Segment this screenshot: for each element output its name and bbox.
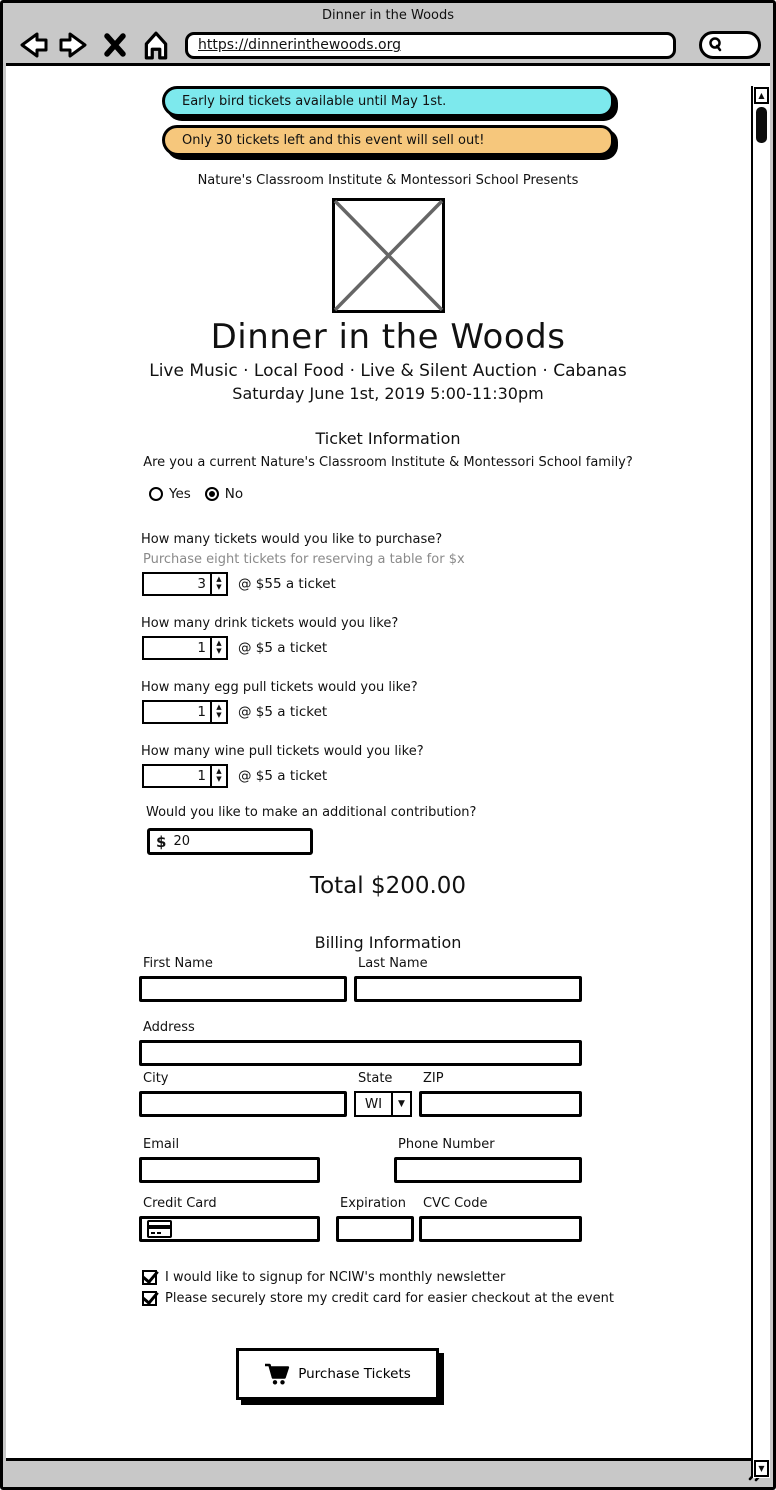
radio-no[interactable]: [205, 486, 243, 502]
family-question: Are you a current Nature's Classroom Institute & Montessori School family?: [143, 455, 633, 470]
early-bird-banner-text: Early bird tickets available until May 1st.: [182, 94, 447, 109]
stepper-down-icon[interactable]: ▼: [216, 711, 222, 719]
drink-stepper-value: 1: [197, 640, 206, 656]
expiration-label: Expiration: [340, 1196, 406, 1211]
egg-question: How many egg pull tickets would you like?: [141, 680, 418, 695]
state-value: WI: [364, 1096, 383, 1112]
address-input[interactable]: [139, 1040, 582, 1066]
early-bird-banner: [162, 86, 614, 117]
radio-no-label: No: [224, 486, 244, 502]
cvc-label: CVC Code: [423, 1196, 488, 1211]
cart-icon: [264, 1363, 290, 1386]
phone-input[interactable]: [394, 1157, 582, 1183]
event-datetime: Saturday June 1st, 2019 5:00-11:30pm: [232, 384, 544, 403]
first-name-input[interactable]: [139, 976, 347, 1002]
purchase-tickets-button[interactable]: [236, 1348, 439, 1400]
tickets-stepper-arrows[interactable]: [210, 574, 226, 594]
tickets-question: How many tickets would you like to purchase?: [141, 532, 443, 547]
tickets-stepper-row: [142, 572, 770, 596]
stepper-down-icon[interactable]: ▼: [216, 583, 222, 591]
email-label: Email: [143, 1137, 180, 1152]
zip-label: ZIP: [423, 1071, 444, 1086]
egg-stepper-value: 1: [197, 704, 206, 720]
event-image-placeholder: [332, 198, 445, 313]
event-subtitle: Live Music · Local Food · Live & Silent Auction · Cabanas: [149, 361, 627, 381]
store-card-checkbox[interactable]: [142, 1291, 157, 1306]
wine-stepper-value: 1: [197, 768, 206, 784]
phone-label: Phone Number: [398, 1137, 495, 1152]
newsletter-checkbox-label: I would like to signup for NCIW's monthly newsletter: [165, 1270, 506, 1285]
ticket-info-heading: Ticket Information: [315, 429, 461, 448]
contribution-input[interactable]: [147, 828, 313, 855]
presenter-line: Nature's Classroom Institute & Montessori School Presents: [197, 173, 579, 188]
newsletter-checkbox[interactable]: [142, 1270, 157, 1285]
page-content: [6, 63, 770, 1473]
tickets-price: @ $55 a ticket: [238, 576, 336, 592]
wine-stepper[interactable]: [142, 764, 228, 788]
url-text: https://dinnerinthewoods.org: [198, 37, 401, 53]
dropdown-arrow-icon[interactable]: ▼: [391, 1093, 410, 1115]
wine-stepper-arrows[interactable]: [210, 766, 226, 786]
newsletter-checkbox-row: [142, 1270, 770, 1285]
drink-stepper-arrows[interactable]: [210, 638, 226, 658]
drink-stepper-row: [142, 636, 770, 660]
radio-yes[interactable]: [149, 486, 191, 502]
image-placeholder-x-icon: [335, 201, 442, 310]
drink-stepper[interactable]: [142, 636, 228, 660]
forward-icon[interactable]: [58, 30, 90, 60]
city-input[interactable]: [139, 1091, 347, 1117]
credit-card-input[interactable]: [139, 1216, 320, 1242]
billing-heading: Billing Information: [314, 933, 462, 952]
stepper-down-icon[interactable]: ▼: [216, 647, 222, 655]
city-label: City: [143, 1071, 169, 1086]
currency-symbol: $: [156, 832, 167, 851]
radio-yes-label: Yes: [169, 486, 191, 502]
stop-icon[interactable]: [99, 30, 131, 60]
egg-stepper-row: [142, 700, 770, 724]
expiration-input[interactable]: [336, 1216, 414, 1242]
egg-price: @ $5 a ticket: [238, 704, 328, 720]
scrollbar-thumb[interactable]: [756, 107, 767, 143]
wine-price: @ $5 a ticket: [238, 768, 328, 784]
zip-input[interactable]: [419, 1091, 582, 1117]
family-radio-group: [149, 486, 770, 502]
billing-form: [139, 956, 582, 1242]
tickets-hint: Purchase eight tickets for reserving a table for $x: [143, 552, 465, 567]
status-bar: [3, 1461, 773, 1487]
stepper-up-icon[interactable]: ▲: [216, 639, 222, 648]
store-card-checkbox-label: Please securely store my credit card for easier checkout at the event: [165, 1291, 614, 1306]
credit-card-label: Credit Card: [143, 1196, 217, 1211]
radio-no-circle-icon[interactable]: [205, 487, 219, 501]
search-field[interactable]: [699, 31, 761, 59]
stepper-down-icon[interactable]: ▼: [216, 775, 222, 783]
page-title: Dinner in the Woods: [210, 317, 566, 357]
store-card-checkbox-row: [142, 1291, 770, 1306]
contribution-question: Would you like to make an additional contribution?: [146, 805, 477, 820]
radio-yes-circle-icon[interactable]: [149, 487, 163, 501]
credit-card-icon: [147, 1220, 172, 1238]
window-title: Dinner in the Woods: [321, 8, 455, 23]
url-bar[interactable]: [185, 32, 676, 59]
egg-stepper-arrows[interactable]: [210, 702, 226, 722]
state-dropdown[interactable]: [354, 1091, 412, 1117]
last-name-label: Last Name: [358, 956, 428, 971]
browser-toolbar: [3, 27, 773, 68]
cvc-input[interactable]: [419, 1216, 582, 1242]
egg-stepper[interactable]: [142, 700, 228, 724]
last-name-input[interactable]: [354, 976, 582, 1002]
window-titlebar: [3, 3, 773, 27]
tickets-stepper[interactable]: [142, 572, 228, 596]
search-icon: [707, 36, 725, 54]
address-label: Address: [143, 1020, 195, 1035]
state-label: State: [358, 1071, 393, 1086]
purchase-tickets-label: Purchase Tickets: [298, 1366, 411, 1382]
stepper-up-icon[interactable]: ▲: [216, 767, 222, 776]
tickets-left-banner: [162, 125, 614, 156]
scrollbar-up-icon[interactable]: ▲: [754, 87, 769, 104]
contribution-value: 20: [173, 834, 190, 849]
back-icon[interactable]: [17, 30, 49, 60]
wine-stepper-row: [142, 764, 770, 788]
tickets-stepper-value: 3: [197, 576, 206, 592]
home-icon[interactable]: [140, 30, 172, 60]
drink-price: @ $5 a ticket: [238, 640, 328, 656]
drink-question: How many drink tickets would you like?: [141, 616, 399, 631]
tickets-left-banner-text: Only 30 tickets left and this event will sell out!: [182, 133, 485, 148]
order-total: Total $200.00: [309, 873, 467, 899]
wine-question: How many wine pull tickets would you like?: [141, 744, 424, 759]
stepper-up-icon[interactable]: ▲: [216, 575, 222, 584]
vertical-scrollbar[interactable]: [751, 86, 770, 1478]
scrollbar-down-icon[interactable]: ▼: [754, 1460, 769, 1477]
first-name-label: First Name: [143, 956, 213, 971]
email-input[interactable]: [139, 1157, 320, 1183]
stepper-up-icon[interactable]: ▲: [216, 703, 222, 712]
